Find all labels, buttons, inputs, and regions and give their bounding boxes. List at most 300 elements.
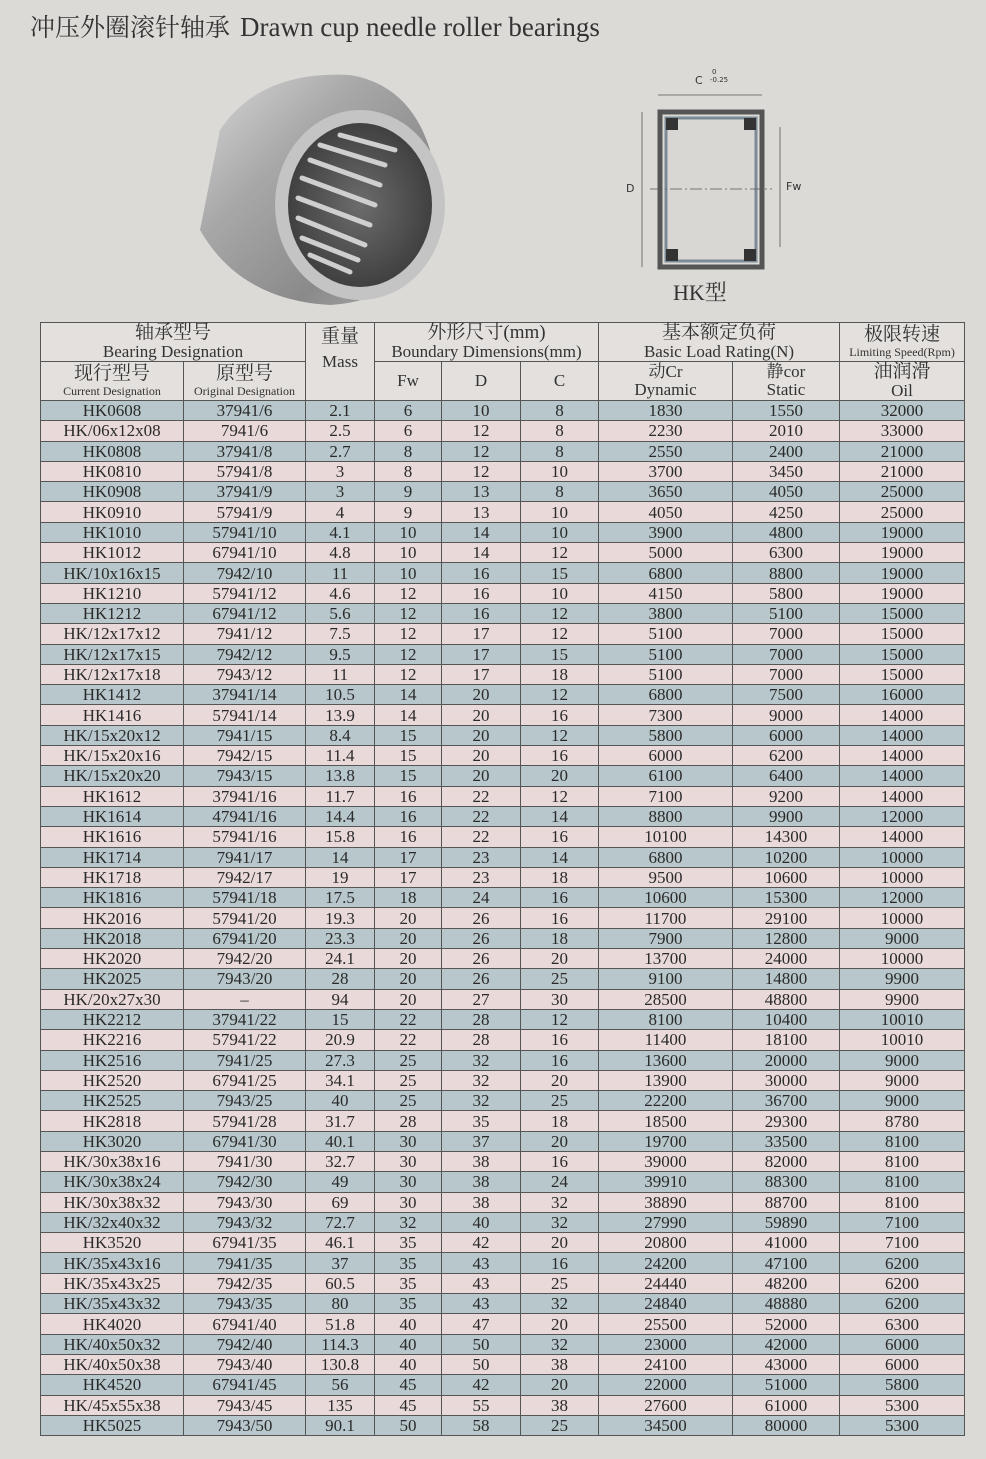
table-row — [41, 888, 965, 908]
cell-dynamic-load: 11400 — [599, 1030, 733, 1050]
cell-oil-speed: 5800 — [840, 1375, 965, 1395]
cell-dynamic-load: 4150 — [599, 583, 733, 603]
cell-current-designation: HK3020 — [41, 1131, 184, 1151]
cell-fw: 40 — [375, 1334, 442, 1354]
cell-static-load: 5100 — [733, 603, 840, 623]
cell-static-load: 43000 — [733, 1354, 840, 1374]
table-row — [41, 441, 965, 461]
cell-dynamic-load: 24440 — [599, 1273, 733, 1293]
cell-c: 10 — [521, 461, 599, 481]
header-mass: 重量 Mass — [306, 323, 375, 401]
cell-c: 20 — [521, 949, 599, 969]
cell-dynamic-load: 6100 — [599, 766, 733, 786]
cell-original-designation: 57941/22 — [184, 1030, 306, 1050]
cell-mass: 24.1 — [306, 949, 375, 969]
cell-original-designation: 7942/35 — [184, 1273, 306, 1293]
cell-oil-speed: 10000 — [840, 908, 965, 928]
cell-current-designation: HK1210 — [41, 583, 184, 603]
table-row — [41, 401, 965, 421]
cell-fw: 30 — [375, 1192, 442, 1212]
cell-fw: 50 — [375, 1415, 442, 1435]
cell-static-load: 6300 — [733, 543, 840, 563]
cell-mass: 11.7 — [306, 786, 375, 806]
cell-static-load: 14800 — [733, 969, 840, 989]
cell-static-load: 47100 — [733, 1253, 840, 1273]
header-fw: Fw — [375, 362, 442, 401]
table-row — [41, 1314, 965, 1334]
cell-oil-speed: 14000 — [840, 827, 965, 847]
cell-fw: 30 — [375, 1172, 442, 1192]
cell-original-designation: 7942/17 — [184, 867, 306, 887]
table-row — [41, 482, 965, 502]
cell-fw: 25 — [375, 1070, 442, 1090]
cell-fw: 22 — [375, 1030, 442, 1050]
cell-original-designation: 57941/10 — [184, 522, 306, 542]
cell-current-designation: HK1212 — [41, 603, 184, 623]
table-row — [41, 644, 965, 664]
cell-current-designation: HK/30x38x24 — [41, 1172, 184, 1192]
cell-oil-speed: 33000 — [840, 421, 965, 441]
cell-fw: 20 — [375, 989, 442, 1009]
cell-dynamic-load: 9500 — [599, 867, 733, 887]
cell-original-designation: 57941/8 — [184, 461, 306, 481]
cell-dynamic-load: 22200 — [599, 1091, 733, 1111]
cell-d: 23 — [442, 867, 521, 887]
cell-oil-speed: 15000 — [840, 644, 965, 664]
cell-c: 14 — [521, 847, 599, 867]
cell-mass: 28 — [306, 969, 375, 989]
cell-static-load: 4050 — [733, 482, 840, 502]
cell-c: 25 — [521, 1273, 599, 1293]
cell-dynamic-load: 13600 — [599, 1050, 733, 1070]
cell-fw: 45 — [375, 1395, 442, 1415]
cell-d: 37 — [442, 1131, 521, 1151]
cell-d: 58 — [442, 1415, 521, 1435]
cell-mass: 114.3 — [306, 1334, 375, 1354]
cell-original-designation: 7942/15 — [184, 746, 306, 766]
cell-current-designation: HK2025 — [41, 969, 184, 989]
cell-static-load: 24000 — [733, 949, 840, 969]
table-row — [41, 583, 965, 603]
cell-mass: 13.8 — [306, 766, 375, 786]
cell-current-designation: HK1718 — [41, 867, 184, 887]
cell-static-load: 9000 — [733, 705, 840, 725]
cell-dynamic-load: 34500 — [599, 1415, 733, 1435]
cell-d: 27 — [442, 989, 521, 1009]
cell-static-load: 48880 — [733, 1294, 840, 1314]
cell-fw: 14 — [375, 705, 442, 725]
cell-current-designation: HK1616 — [41, 827, 184, 847]
header-original-designation: 原型号 Original Designation — [184, 362, 306, 401]
cell-original-designation: 37941/6 — [184, 401, 306, 421]
cell-original-designation: 37941/16 — [184, 786, 306, 806]
cell-dynamic-load: 24200 — [599, 1253, 733, 1273]
cell-d: 20 — [442, 725, 521, 745]
cell-mass: 14 — [306, 847, 375, 867]
cell-c: 38 — [521, 1354, 599, 1374]
cell-c: 12 — [521, 1009, 599, 1029]
cell-static-load: 88700 — [733, 1192, 840, 1212]
cell-static-load: 10400 — [733, 1009, 840, 1029]
cell-mass: 31.7 — [306, 1111, 375, 1131]
table-row — [41, 1334, 965, 1354]
cell-static-load: 14300 — [733, 827, 840, 847]
cell-d: 55 — [442, 1395, 521, 1415]
cell-c: 12 — [521, 685, 599, 705]
cell-oil-speed: 10000 — [840, 949, 965, 969]
cell-oil-speed: 9000 — [840, 1070, 965, 1090]
cell-original-designation: 67941/45 — [184, 1375, 306, 1395]
cell-c: 18 — [521, 664, 599, 684]
cell-fw: 12 — [375, 603, 442, 623]
cell-c: 16 — [521, 1151, 599, 1171]
cell-oil-speed: 21000 — [840, 441, 965, 461]
cell-oil-speed: 8100 — [840, 1172, 965, 1192]
cell-mass: 49 — [306, 1172, 375, 1192]
cell-static-load: 7000 — [733, 624, 840, 644]
table-row — [41, 685, 965, 705]
cell-fw: 15 — [375, 746, 442, 766]
cell-dynamic-load: 6000 — [599, 746, 733, 766]
cell-static-load: 5800 — [733, 583, 840, 603]
cell-static-load: 10200 — [733, 847, 840, 867]
cell-original-designation: 7941/30 — [184, 1151, 306, 1171]
cell-c: 10 — [521, 502, 599, 522]
cell-fw: 25 — [375, 1091, 442, 1111]
cell-oil-speed: 9000 — [840, 1091, 965, 1111]
cell-d: 43 — [442, 1273, 521, 1293]
cell-current-designation: HK0810 — [41, 461, 184, 481]
cell-fw: 35 — [375, 1273, 442, 1293]
cell-fw: 20 — [375, 949, 442, 969]
cell-current-designation: HK1412 — [41, 685, 184, 705]
cell-oil-speed: 10010 — [840, 1030, 965, 1050]
cell-c: 16 — [521, 908, 599, 928]
cell-dynamic-load: 6800 — [599, 847, 733, 867]
title-en: Drawn cup needle roller bearings — [240, 12, 600, 42]
cell-original-designation: 7941/6 — [184, 421, 306, 441]
cell-fw: 20 — [375, 969, 442, 989]
cell-current-designation: HK2216 — [41, 1030, 184, 1050]
cell-dynamic-load: 27990 — [599, 1212, 733, 1232]
header-current-designation: 现行型号 Current Designation — [41, 362, 184, 401]
table-row — [41, 1354, 965, 1374]
cell-current-designation: HK/45x55x38 — [41, 1395, 184, 1415]
cell-original-designation: 57941/9 — [184, 502, 306, 522]
header-oil: 油润滑 Oil — [840, 362, 965, 401]
cell-d: 12 — [442, 441, 521, 461]
cell-static-load: 15300 — [733, 888, 840, 908]
cell-dynamic-load: 13700 — [599, 949, 733, 969]
cell-original-designation: 7943/32 — [184, 1212, 306, 1232]
cell-mass: 40.1 — [306, 1131, 375, 1151]
cell-mass: 23.3 — [306, 928, 375, 948]
bearing-spec-table — [40, 322, 965, 1436]
cell-current-designation: HK2020 — [41, 949, 184, 969]
cell-d: 32 — [442, 1070, 521, 1090]
cell-oil-speed: 8100 — [840, 1131, 965, 1151]
cell-static-load: 29100 — [733, 908, 840, 928]
cell-original-designation: 7943/25 — [184, 1091, 306, 1111]
cell-mass: 4 — [306, 502, 375, 522]
cell-d: 13 — [442, 502, 521, 522]
cell-dynamic-load: 39000 — [599, 1151, 733, 1171]
cell-mass: 2.1 — [306, 401, 375, 421]
cell-original-designation: 57941/18 — [184, 888, 306, 908]
header-limiting-speed: 极限转速 Limiting Speed(Rpm) — [840, 323, 965, 362]
cell-dynamic-load: 3650 — [599, 482, 733, 502]
cell-static-load: 4250 — [733, 502, 840, 522]
cell-d: 20 — [442, 705, 521, 725]
cell-dynamic-load: 3800 — [599, 603, 733, 623]
cell-oil-speed: 5300 — [840, 1395, 965, 1415]
table-row — [41, 1131, 965, 1151]
cell-current-designation: HK/35x43x25 — [41, 1273, 184, 1293]
cell-mass: 9.5 — [306, 644, 375, 664]
cell-c: 16 — [521, 705, 599, 725]
cell-c: 20 — [521, 1314, 599, 1334]
cell-d: 38 — [442, 1192, 521, 1212]
cell-d: 26 — [442, 969, 521, 989]
cell-fw: 30 — [375, 1151, 442, 1171]
cell-static-load: 80000 — [733, 1415, 840, 1435]
dim-c-label: C — [695, 74, 703, 87]
cell-original-designation: 57941/28 — [184, 1111, 306, 1131]
cell-original-designation: 7942/10 — [184, 563, 306, 583]
cell-current-designation: HK/20x27x30 — [41, 989, 184, 1009]
cell-oil-speed: 14000 — [840, 705, 965, 725]
cell-current-designation: HK1416 — [41, 705, 184, 725]
table-row — [41, 1253, 965, 1273]
cell-oil-speed: 8780 — [840, 1111, 965, 1131]
cell-current-designation: HK1614 — [41, 806, 184, 826]
cell-current-designation: HK/40x50x38 — [41, 1354, 184, 1374]
cell-current-designation: HK/15x20x20 — [41, 766, 184, 786]
cell-mass: 19.3 — [306, 908, 375, 928]
svg-text:0: 0 — [712, 68, 717, 76]
cell-current-designation: HK2520 — [41, 1070, 184, 1090]
cell-c: 16 — [521, 1030, 599, 1050]
cell-current-designation: HK2212 — [41, 1009, 184, 1029]
cell-current-designation: HK3520 — [41, 1233, 184, 1253]
table-row — [41, 1415, 965, 1435]
cell-oil-speed: 19000 — [840, 543, 965, 563]
cell-c: 8 — [521, 401, 599, 421]
table-row — [41, 1009, 965, 1029]
cell-current-designation: HK2818 — [41, 1111, 184, 1131]
cell-mass: 8.4 — [306, 725, 375, 745]
cell-d: 50 — [442, 1334, 521, 1354]
cell-d: 26 — [442, 949, 521, 969]
cell-oil-speed: 6200 — [840, 1273, 965, 1293]
cell-fw: 35 — [375, 1294, 442, 1314]
cell-fw: 10 — [375, 563, 442, 583]
cell-dynamic-load: 7100 — [599, 786, 733, 806]
dim-d-label: D — [626, 182, 635, 195]
cell-static-load: 29300 — [733, 1111, 840, 1131]
cell-dynamic-load: 8800 — [599, 806, 733, 826]
cell-dynamic-load: 24100 — [599, 1354, 733, 1374]
cell-static-load: 12800 — [733, 928, 840, 948]
header-d: D — [442, 362, 521, 401]
cell-mass: 3 — [306, 461, 375, 481]
cell-static-load: 36700 — [733, 1091, 840, 1111]
cell-current-designation: HK/32x40x32 — [41, 1212, 184, 1232]
cell-dynamic-load: 10600 — [599, 888, 733, 908]
cell-fw: 28 — [375, 1111, 442, 1131]
cell-mass: 15 — [306, 1009, 375, 1029]
cell-original-designation: 7941/35 — [184, 1253, 306, 1273]
cell-fw: 32 — [375, 1212, 442, 1232]
cell-c: 12 — [521, 543, 599, 563]
cell-fw: 35 — [375, 1233, 442, 1253]
cell-current-designation: HK/15x20x12 — [41, 725, 184, 745]
cell-original-designation: 67941/20 — [184, 928, 306, 948]
cell-static-load: 7000 — [733, 644, 840, 664]
cell-original-designation: 7943/20 — [184, 969, 306, 989]
table-row — [41, 1192, 965, 1212]
header-c: C — [521, 362, 599, 401]
cell-oil-speed: 15000 — [840, 603, 965, 623]
cell-static-load: 33500 — [733, 1131, 840, 1151]
cell-oil-speed: 16000 — [840, 685, 965, 705]
cell-fw: 12 — [375, 644, 442, 664]
cell-dynamic-load: 19700 — [599, 1131, 733, 1151]
cell-original-designation: 47941/16 — [184, 806, 306, 826]
cell-fw: 14 — [375, 685, 442, 705]
cell-current-designation: HK1612 — [41, 786, 184, 806]
cell-mass: 27.3 — [306, 1050, 375, 1070]
cell-d: 10 — [442, 401, 521, 421]
cell-current-designation: HK1010 — [41, 522, 184, 542]
cell-d: 40 — [442, 1212, 521, 1232]
cell-fw: 6 — [375, 401, 442, 421]
table-row — [41, 969, 965, 989]
cell-dynamic-load: 5000 — [599, 543, 733, 563]
cell-fw: 9 — [375, 502, 442, 522]
cell-d: 42 — [442, 1375, 521, 1395]
cell-oil-speed: 19000 — [840, 583, 965, 603]
cell-static-load: 48800 — [733, 989, 840, 1009]
cell-mass: 4.1 — [306, 522, 375, 542]
cell-static-load: 3450 — [733, 461, 840, 481]
cell-oil-speed: 12000 — [840, 888, 965, 908]
table-row — [41, 908, 965, 928]
cell-oil-speed: 21000 — [840, 461, 965, 481]
cell-original-designation: – — [184, 989, 306, 1009]
cell-mass: 46.1 — [306, 1233, 375, 1253]
cell-d: 38 — [442, 1151, 521, 1171]
cell-static-load: 2400 — [733, 441, 840, 461]
cell-mass: 10.5 — [306, 685, 375, 705]
cell-c: 32 — [521, 1192, 599, 1212]
cell-dynamic-load: 3900 — [599, 522, 733, 542]
cell-static-load: 7000 — [733, 664, 840, 684]
cell-original-designation: 67941/30 — [184, 1131, 306, 1151]
cell-mass: 11 — [306, 664, 375, 684]
cell-oil-speed: 14000 — [840, 786, 965, 806]
cell-d: 16 — [442, 563, 521, 583]
cell-static-load: 41000 — [733, 1233, 840, 1253]
cell-dynamic-load: 5100 — [599, 624, 733, 644]
cell-dynamic-load: 18500 — [599, 1111, 733, 1131]
cell-mass: 4.8 — [306, 543, 375, 563]
cell-c: 16 — [521, 827, 599, 847]
cell-mass: 37 — [306, 1253, 375, 1273]
table-row — [41, 624, 965, 644]
cell-fw: 35 — [375, 1253, 442, 1273]
cell-current-designation: HK/12x17x12 — [41, 624, 184, 644]
cell-dynamic-load: 7900 — [599, 928, 733, 948]
cell-oil-speed: 6000 — [840, 1334, 965, 1354]
cell-fw: 6 — [375, 421, 442, 441]
cell-oil-speed: 14000 — [840, 725, 965, 745]
cell-current-designation: HK4020 — [41, 1314, 184, 1334]
cell-c: 18 — [521, 867, 599, 887]
cell-dynamic-load: 9100 — [599, 969, 733, 989]
header-dynamic: 动Cr Dynamic — [599, 362, 733, 401]
table-row — [41, 786, 965, 806]
cell-dynamic-load: 13900 — [599, 1070, 733, 1090]
cell-d: 17 — [442, 624, 521, 644]
cell-static-load: 8800 — [733, 563, 840, 583]
table-row — [41, 1375, 965, 1395]
table-row — [41, 1111, 965, 1131]
cell-c: 15 — [521, 644, 599, 664]
cell-dynamic-load: 28500 — [599, 989, 733, 1009]
cell-oil-speed: 19000 — [840, 563, 965, 583]
cell-dynamic-load: 10100 — [599, 827, 733, 847]
cell-c: 25 — [521, 1415, 599, 1435]
cell-current-designation: HK0808 — [41, 441, 184, 461]
cell-current-designation: HK2016 — [41, 908, 184, 928]
cell-fw: 15 — [375, 725, 442, 745]
cell-current-designation: HK2525 — [41, 1091, 184, 1111]
cell-original-designation: 37941/22 — [184, 1009, 306, 1029]
cell-mass: 19 — [306, 867, 375, 887]
svg-text:-0.25: -0.25 — [710, 76, 729, 84]
cell-fw: 12 — [375, 624, 442, 644]
bearing-cross-section-diagram-icon — [610, 62, 810, 312]
cell-mass: 11 — [306, 563, 375, 583]
cell-original-designation: 57941/12 — [184, 583, 306, 603]
cell-dynamic-load: 24840 — [599, 1294, 733, 1314]
cell-fw: 12 — [375, 664, 442, 684]
table-body — [41, 401, 965, 1436]
cell-d: 20 — [442, 746, 521, 766]
cell-c: 20 — [521, 1233, 599, 1253]
cell-current-designation: HK/06x12x08 — [41, 421, 184, 441]
cell-static-load: 88300 — [733, 1172, 840, 1192]
cell-d: 35 — [442, 1111, 521, 1131]
cell-c: 15 — [521, 563, 599, 583]
cell-c: 25 — [521, 969, 599, 989]
cell-fw: 16 — [375, 806, 442, 826]
cell-oil-speed: 10000 — [840, 867, 965, 887]
table-row — [41, 746, 965, 766]
cell-d: 50 — [442, 1354, 521, 1374]
table-row — [41, 522, 965, 542]
cell-dynamic-load: 3700 — [599, 461, 733, 481]
cell-static-load: 4800 — [733, 522, 840, 542]
table-row — [41, 989, 965, 1009]
table-row — [41, 1151, 965, 1171]
cell-c: 32 — [521, 1334, 599, 1354]
cell-d: 32 — [442, 1050, 521, 1070]
cell-original-designation: 7943/50 — [184, 1415, 306, 1435]
cell-fw: 9 — [375, 482, 442, 502]
cell-c: 10 — [521, 522, 599, 542]
